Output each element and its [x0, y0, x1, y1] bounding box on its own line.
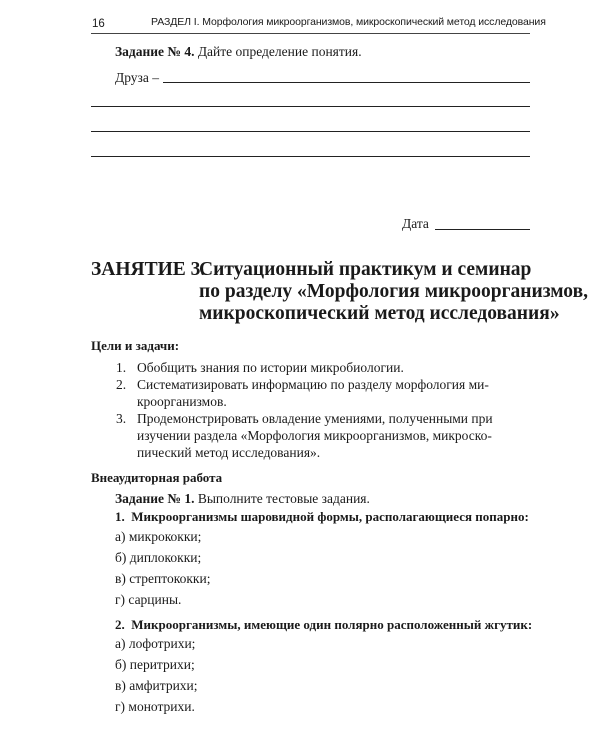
q2-option-b: б) перитрихи; [115, 657, 195, 672]
task4-line [115, 44, 362, 60]
ex-task1-text: Выполните тестовые задания. [197, 491, 370, 506]
question-2 [115, 617, 532, 633]
goal-3-line-1: Продемонстрировать овладение умениями, полученными при [137, 411, 493, 426]
goal-3-num: 3. [116, 411, 127, 426]
question-1-text: Микроорганизмы шаровидной формы, располагающиеся попарно: [131, 509, 529, 524]
goal-2-line-1: Систематизировать информацию по разделу морфология ми- [137, 377, 489, 392]
question-1-num: 1. [115, 509, 125, 524]
answer-line-1 [163, 82, 530, 83]
page-number: 16 [92, 18, 105, 30]
lesson-title-line3: микроскопический метод исследования» [199, 303, 560, 324]
task4-term: Друза – [115, 70, 159, 85]
goal-2-num: 2. [116, 377, 127, 392]
lesson-title-line1: Ситуационный практикум и семинар [199, 259, 532, 280]
goal-3-line-3: пический метод исследования». [137, 445, 321, 460]
q2-option-a: а) лофотрихи; [115, 636, 196, 651]
answer-line-2 [91, 106, 530, 107]
q2-option-c: в) амфитрихи; [115, 678, 198, 693]
task4-text: Дайте определение понятия. [197, 44, 362, 59]
lesson-title-line2: по разделу «Морфология микроорганизмов, [199, 281, 588, 302]
date-label: Дата [402, 216, 429, 231]
q1-option-a: а) микрококки; [115, 529, 202, 544]
goal-2-line-2: кроорганизмов. [137, 394, 227, 409]
question-2-num: 2. [115, 617, 125, 632]
goals-heading: Цели и задачи: [91, 338, 180, 353]
ex-task1-label: Задание № 1. [115, 491, 195, 506]
question-1 [115, 509, 529, 525]
running-title: РАЗДЕЛ I. Морфология микроорганизмов, микроскопический метод исследования [151, 16, 546, 28]
answer-line-3 [91, 131, 530, 132]
task4-label: Задание № 4. [115, 44, 195, 59]
ex-task1-line [115, 491, 370, 507]
header-rule [91, 33, 530, 34]
q1-option-d: г) сарцины. [115, 592, 182, 607]
q1-option-b: б) диплококки; [115, 550, 202, 565]
q1-option-c: в) стрептококки; [115, 571, 211, 586]
date-line [435, 229, 530, 230]
goal-1-line-1: Обобщить знания по истории микробиологии. [137, 360, 404, 375]
answer-line-4 [91, 156, 530, 157]
q2-option-d: г) монотрихи. [115, 699, 195, 714]
lesson-lead: ЗАНЯТИЕ 3. [91, 259, 206, 280]
question-2-text: Микроорганизмы, имеющие один полярно расположенный жгутик: [131, 617, 533, 632]
goal-1-num: 1. [116, 360, 127, 375]
extracurricular-heading: Внеаудиторная работа [91, 470, 223, 485]
goal-3-line-2: изучении раздела «Морфология микроорганизмов, микроско- [137, 428, 492, 443]
